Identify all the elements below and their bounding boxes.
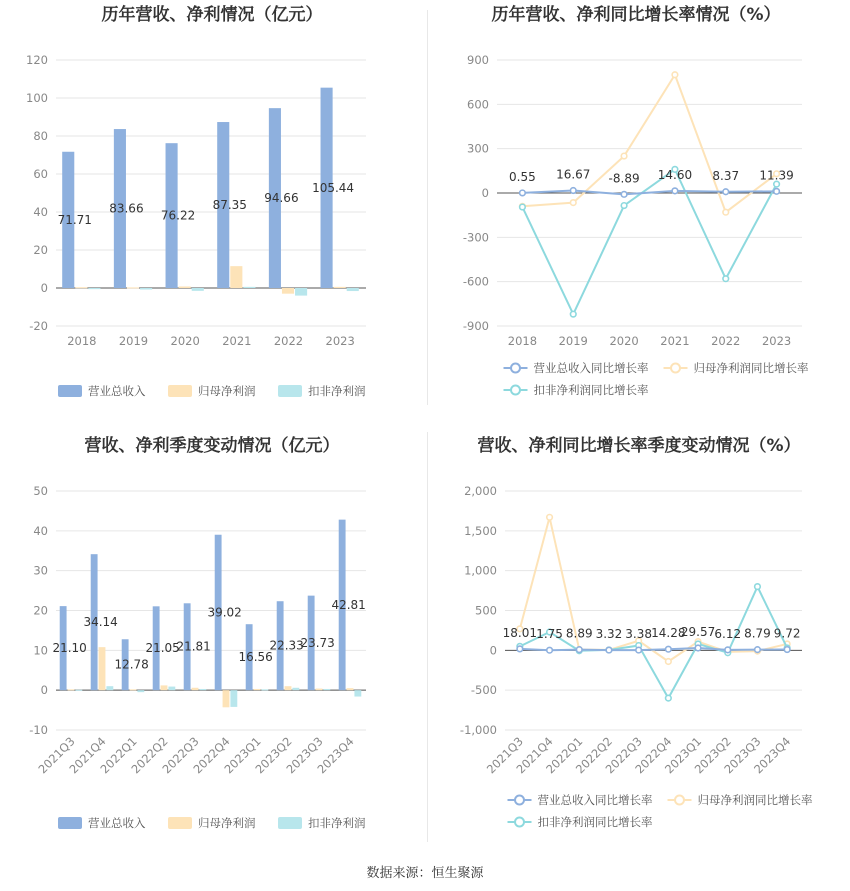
y-tick-label: 50: [33, 484, 48, 498]
x-tick-label: 2023Q3: [721, 734, 764, 777]
data-point: [621, 192, 627, 198]
bar: [261, 689, 268, 690]
bar: [282, 288, 294, 294]
data-point: [755, 584, 761, 590]
data-point: [570, 200, 576, 206]
legend-swatch: [168, 817, 192, 829]
data-point: [520, 204, 526, 210]
data-point: [547, 647, 553, 653]
x-tick-label: 2023Q2: [252, 734, 295, 777]
chart-annual-amount: [26, 4, 366, 398]
y-tick-label: 20: [33, 603, 48, 618]
x-tick-label: 2023Q4: [314, 734, 357, 777]
y-tick-label: 300: [467, 141, 489, 156]
legend-label: 归母净利润同比增长率: [697, 793, 813, 807]
legend-marker: [675, 796, 684, 805]
legend-marker: [515, 818, 524, 827]
panel-divider-top: [427, 10, 428, 405]
data-label: 76.22: [160, 208, 196, 223]
y-tick-label: 0: [481, 186, 489, 200]
legend-label: 营业总收入: [88, 384, 146, 398]
x-tick-label: 2022Q1: [543, 734, 586, 777]
data-point: [672, 72, 678, 78]
x-tick-label: 2022Q1: [97, 734, 140, 777]
bar: [230, 690, 237, 707]
x-tick-label: 2020: [609, 334, 639, 348]
y-tick-label: -300: [462, 230, 489, 245]
y-tick-label: 1,500: [464, 523, 497, 538]
data-point: [570, 311, 576, 317]
legend-label: 扣非净利润: [308, 384, 366, 398]
bar: [192, 288, 204, 291]
bar: [192, 688, 199, 690]
data-label: 16.67: [556, 167, 591, 182]
x-tick-label: 2022: [711, 334, 741, 348]
chart-title: 营收、净利季度变动情况（亿元）: [84, 436, 340, 456]
y-tick-label: -600: [462, 274, 489, 289]
x-tick-label: 2023Q2: [691, 734, 734, 777]
bar: [254, 689, 261, 690]
data-label: 21.05: [145, 641, 180, 656]
legend-label: 归母净利润同比增长率: [693, 361, 809, 375]
bar: [88, 288, 100, 289]
bar: [106, 686, 113, 690]
chart-title: 历年营收、净利同比增长率情况（%）: [491, 5, 781, 25]
data-label: 8.89: [565, 626, 593, 641]
x-tick-label: 2018: [67, 334, 97, 348]
data-point: [755, 647, 761, 653]
x-tick-label: 2022Q3: [602, 734, 645, 777]
bar: [137, 690, 144, 692]
x-tick-label: 2022Q4: [190, 734, 233, 777]
legend-swatch: [168, 385, 192, 397]
x-tick-label: 2022Q3: [159, 734, 202, 777]
data-label: 8.37: [712, 168, 740, 183]
bar: [223, 690, 230, 707]
legend-label: 营业总收入: [88, 816, 146, 830]
bar: [75, 690, 82, 691]
x-tick-label: 2023Q1: [661, 734, 705, 777]
data-label: 8.79: [744, 626, 771, 641]
x-tick-label: 2021: [222, 334, 252, 348]
data-point: [774, 189, 780, 195]
series-line: [520, 648, 787, 650]
data-label: 21.81: [176, 639, 211, 654]
y-tick-label: 600: [467, 97, 489, 112]
x-tick-label: 2023: [325, 334, 355, 348]
data-label: 14.60: [657, 167, 693, 182]
data-label: 39.02: [207, 605, 242, 620]
x-tick-label: 2023Q3: [283, 734, 326, 777]
bar: [140, 288, 152, 290]
data-point: [723, 276, 729, 282]
y-tick-label: 40: [33, 205, 48, 219]
bar: [161, 685, 168, 690]
x-tick-label: 2021Q4: [66, 734, 109, 777]
bar: [179, 286, 191, 288]
chart-annual-growth: [463, 4, 809, 397]
y-tick-label: 100: [26, 91, 48, 105]
legend-label: 扣非净利润同比增长率: [533, 383, 649, 397]
data-label: 34.14: [83, 615, 118, 630]
data-label: 0.55: [509, 169, 536, 184]
legend-marker: [671, 364, 680, 373]
y-tick-label: -1,000: [459, 723, 497, 737]
y-tick-label: 2,000: [464, 484, 497, 498]
bar: [230, 266, 242, 288]
data-point: [695, 645, 701, 651]
series-line: [522, 191, 776, 195]
y-tick-label: 900: [467, 53, 489, 67]
bar: [285, 686, 292, 690]
y-tick-label: 30: [33, 563, 48, 578]
data-point: [666, 659, 672, 665]
data-label: 18.01: [502, 625, 538, 640]
bar: [75, 287, 87, 288]
y-tick-label: 120: [26, 53, 48, 67]
bar: [127, 287, 139, 288]
data-label: 71.71: [57, 212, 92, 227]
data-label: 23.73: [300, 635, 335, 650]
bar: [68, 689, 75, 690]
chart-quarterly-growth: [460, 435, 813, 829]
bar: [243, 287, 255, 288]
y-tick-label: 80: [33, 129, 48, 143]
data-point: [723, 209, 729, 215]
y-tick-label: -900: [462, 319, 489, 333]
legend-label: 扣非净利润: [308, 816, 366, 830]
data-label: 22.33: [269, 638, 304, 653]
chart-title: 营收、净利同比增长率季度变动情况（%）: [477, 436, 801, 456]
legend-swatch: [278, 385, 302, 397]
bar: [316, 689, 323, 691]
x-tick-label: 2023Q4: [751, 734, 794, 777]
data-point: [666, 646, 672, 652]
y-tick-label: 1,000: [464, 563, 497, 578]
bar: [292, 688, 299, 690]
bar: [347, 688, 354, 690]
legend-marker: [515, 796, 524, 805]
bar: [99, 647, 106, 690]
data-label: -8.89: [608, 171, 640, 186]
x-tick-label: 2021Q3: [35, 734, 78, 777]
legend-marker: [511, 364, 520, 373]
x-tick-label: 2022Q2: [128, 734, 171, 777]
y-tick-label: -500: [470, 683, 497, 698]
x-tick-label: 2019: [118, 334, 149, 348]
legend-swatch: [58, 817, 82, 829]
chart-quarterly-amount: [29, 435, 366, 830]
legend-label: 归母净利润: [198, 384, 256, 398]
legend-marker: [511, 386, 520, 395]
data-label: 105.44: [312, 180, 355, 195]
y-tick-label: 20: [33, 243, 48, 257]
data-label: 16.56: [238, 650, 273, 665]
bar: [323, 689, 330, 690]
legend-swatch: [58, 385, 82, 397]
data-point: [606, 647, 612, 653]
data-label: 3.32: [595, 627, 623, 642]
legend-swatch: [278, 817, 302, 829]
y-tick-label: -20: [29, 319, 48, 333]
data-point: [570, 188, 576, 194]
bar: [199, 689, 206, 690]
legend-label: 归母净利润: [198, 816, 256, 830]
legend-label: 营业总收入同比增长率: [533, 361, 649, 375]
data-point: [547, 514, 553, 520]
data-point: [520, 190, 526, 196]
bar: [295, 288, 307, 296]
bar: [354, 690, 361, 696]
y-tick-label: -10: [29, 723, 48, 737]
x-tick-label: 2021Q3: [483, 734, 526, 777]
chart-title: 历年营收、净利情况（亿元）: [101, 5, 323, 25]
x-tick-label: 2021Q4: [513, 734, 556, 777]
y-tick-label: 0: [40, 683, 48, 698]
data-point: [725, 647, 731, 653]
panel-divider-bottom: [427, 432, 428, 842]
y-tick-label: 0: [40, 281, 48, 295]
data-source: 数据来源：恒生聚源: [366, 866, 484, 881]
y-tick-label: 60: [33, 167, 48, 181]
data-label: 6.12: [714, 626, 742, 641]
data-point: [621, 203, 627, 209]
data-label: 42.81: [331, 597, 366, 612]
bar: [334, 287, 346, 288]
data-point: [672, 188, 678, 194]
data-point: [784, 647, 790, 653]
y-tick-label: 500: [475, 603, 497, 618]
data-label: 3.38: [625, 627, 653, 642]
data-label: 1.75: [536, 627, 563, 642]
data-label: 29.57: [680, 624, 716, 639]
data-label: 94.66: [264, 191, 299, 206]
data-point: [621, 153, 627, 159]
data-label: 83.66: [109, 201, 144, 216]
data-label: 11.39: [759, 168, 794, 183]
data-label: 87.35: [212, 198, 247, 213]
x-tick-label: 2022: [273, 334, 304, 348]
bar: [168, 687, 175, 691]
data-label: 12.78: [114, 657, 149, 672]
x-tick-label: 2021: [660, 334, 690, 348]
data-point: [636, 647, 642, 653]
legend-label: 扣非净利润同比增长率: [537, 815, 653, 829]
data-label: 14.28: [651, 626, 686, 641]
x-tick-label: 2023: [761, 334, 792, 348]
data-point: [723, 189, 729, 195]
x-tick-label: 2022Q4: [632, 734, 675, 777]
data-label: 9.72: [773, 626, 801, 641]
bar: [130, 689, 137, 690]
data-point: [517, 646, 523, 652]
series-line: [520, 587, 787, 699]
y-tick-label: 40: [33, 523, 48, 538]
x-tick-label: 2023Q1: [221, 734, 264, 777]
y-tick-label: 0: [489, 643, 497, 658]
data-point: [666, 695, 672, 701]
y-tick-label: 10: [33, 643, 48, 658]
data-point: [576, 647, 582, 653]
x-tick-label: 2020: [170, 334, 200, 348]
x-tick-label: 2018: [507, 334, 538, 348]
bar: [347, 288, 359, 291]
x-tick-label: 2019: [558, 334, 588, 348]
data-label: 21.10: [52, 641, 87, 656]
x-tick-label: 2022Q2: [572, 734, 616, 777]
legend-label: 营业总收入同比增长率: [537, 793, 653, 807]
